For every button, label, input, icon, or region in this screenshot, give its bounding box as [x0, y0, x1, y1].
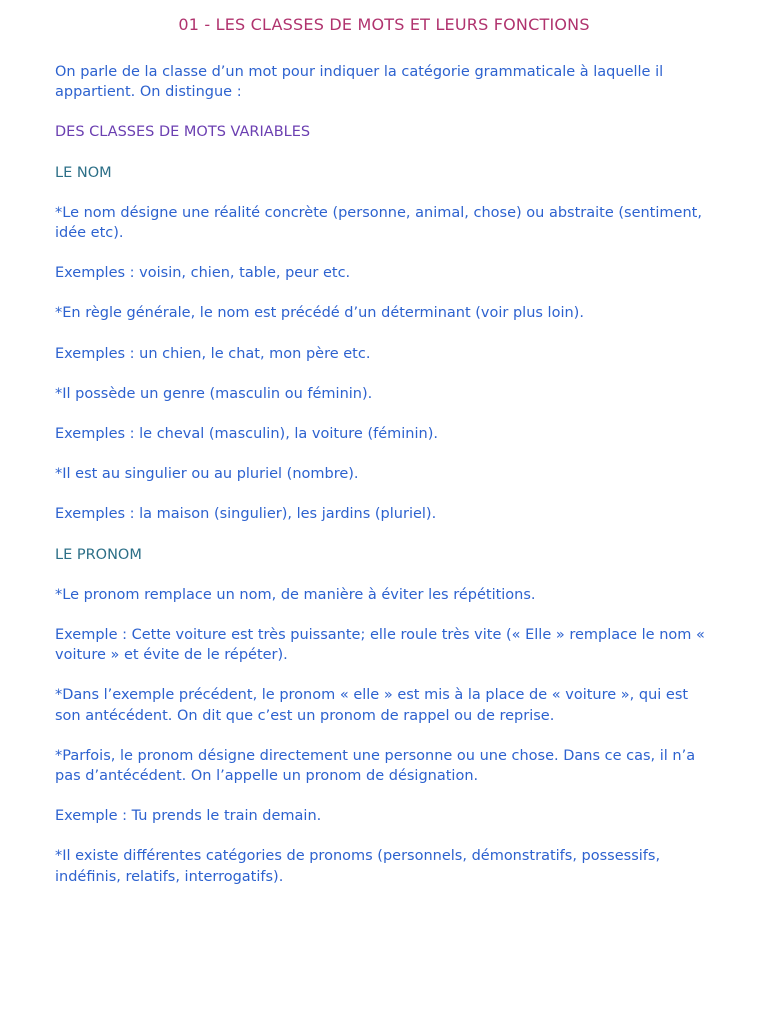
subsection-heading-pronom: LE PRONOM: [55, 546, 142, 563]
paragraph: *Dans l’exemple précédent, le pronom « elle » est mis à la place de « voiture », qui est son antécédent. On dit que c’est un pronom de rappel ou de reprise.: [55, 687, 689, 724]
paragraph: *Il possède un genre (masculin ou féminin).: [55, 385, 373, 402]
page-title: 01 - LES CLASSES DE MOTS ET LEURS FONCTIONS: [178, 15, 590, 34]
paragraph: *Il existe différentes catégories de pronoms (personnels, démonstratifs, possessifs, indéfinis, relatifs, interrogatifs).: [55, 848, 661, 885]
example-paragraph: Exemple : Cette voiture est très puissante; elle roule très vite (« Elle » remplace le nom « voiture » et évite de le répéter).: [55, 627, 705, 664]
document-body: [55, 62, 715, 907]
example-paragraph: Exemples : le cheval (masculin), la voiture (féminin).: [55, 426, 438, 443]
example-paragraph: Exemples : un chien, le chat, mon père etc.: [55, 345, 371, 362]
paragraph: *Il est au singulier ou au pluriel (nombre).: [55, 466, 359, 483]
paragraph: *Parfois, le pronom désigne directement une personne ou une chose. Dans ce cas, il n’a pas d’antécédent. On l’appelle un pronom de désignation.: [55, 747, 696, 785]
example-paragraph: Exemples : voisin, chien, table, peur etc.: [55, 265, 351, 282]
example-paragraph: Exemples : la maison (singulier), les jardins (pluriel).: [55, 506, 437, 523]
paragraph: *En règle générale, le nom est précédé d’un déterminant (voir plus loin).: [55, 305, 584, 322]
intro-paragraph: On parle de la classe d’un mot pour indiquer la catégorie grammaticale à laquelle il appartient. On distingue :: [55, 64, 664, 101]
subsection-heading-nom: LE NOM: [55, 164, 112, 181]
paragraph: *Le nom désigne une réalité concrète (personne, animal, chose) ou abstraite (sentiment, idée etc).: [55, 204, 702, 242]
example-paragraph: Exemple : Tu prends le train demain.: [55, 808, 322, 825]
paragraph: *Le pronom remplace un nom, de manière à éviter les répétitions.: [55, 586, 536, 603]
section-heading-variables: DES CLASSES DE MOTS VARIABLES: [55, 124, 311, 141]
